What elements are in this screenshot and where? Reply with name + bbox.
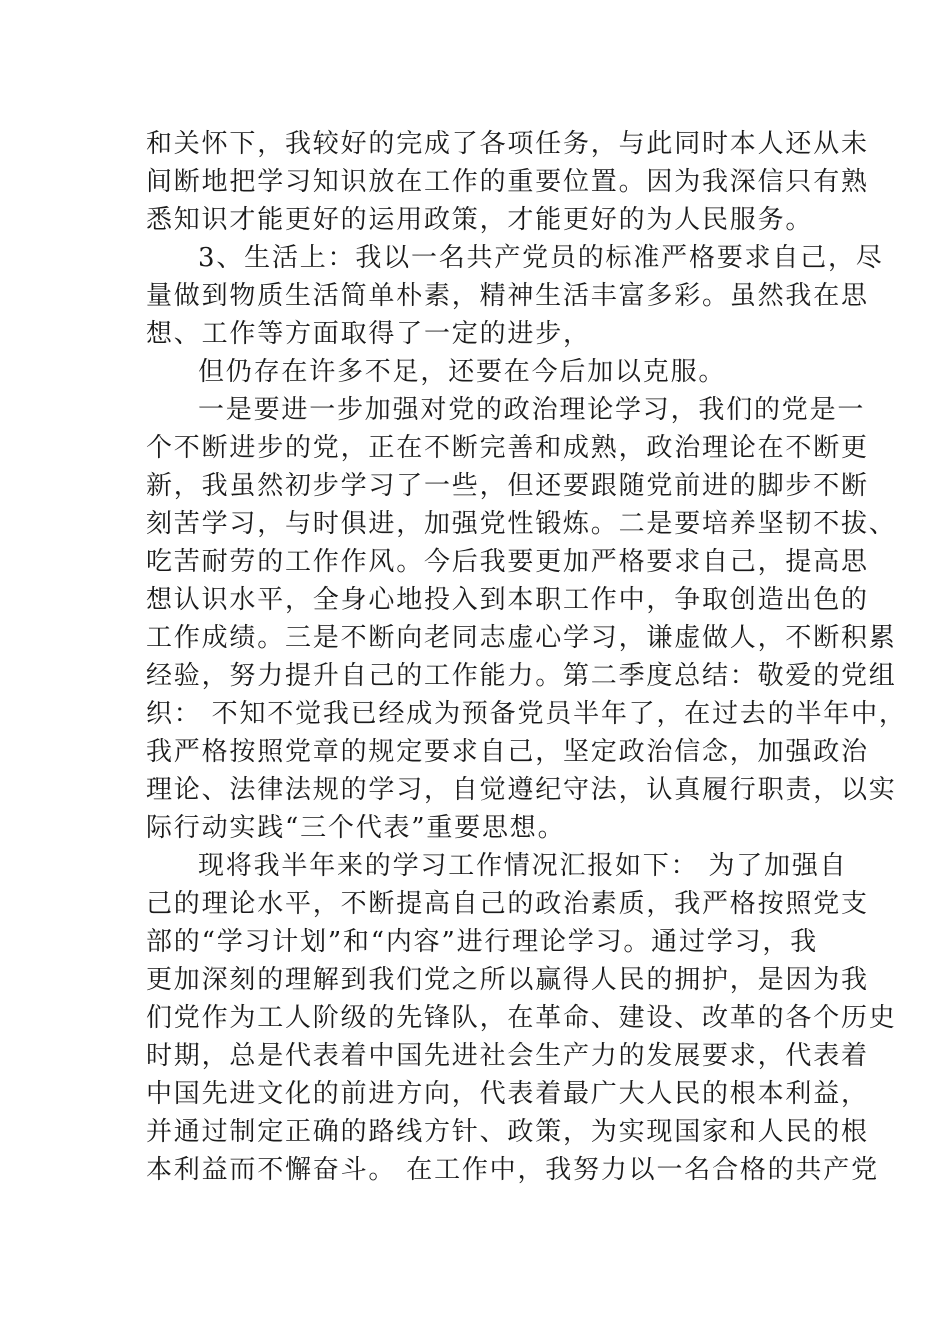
text-line: 量做到物质生活简单朴素，精神生活丰富多彩。虽然我在思 [146, 281, 869, 311]
text-line: 理论、法律法规的学习，自觉遵纪守法，认真履行职责，以实 [146, 775, 897, 805]
text-line: 工作成绩。三是不断向老同志虚心学习，谦虚做人，不断积累 [146, 623, 897, 653]
paragraph-first-line: 现将我半年来的学习工作情况汇报如下： 为了加强自 [198, 851, 848, 881]
text-line: 刻苦学习，与时俱进，加强党性锻炼。二是要培养坚韧不拔、 [146, 509, 897, 539]
text-line: 间断地把学习知识放在工作的重要位置。因为我深信只有熟 [146, 167, 869, 197]
paragraph-first-line: 3、生活上：我以一名共产党员的标准严格要求自己，尽 [198, 243, 884, 273]
text-line: 新，我虽然初步学习了一些，但还要跟随党前进的脚步不断 [146, 471, 869, 501]
text-line: 吃苦耐劳的工作作风。今后我要更加严格要求自己，提高思 [146, 547, 869, 577]
paragraph-first-line: 一是要进一步加强对党的政治理论学习，我们的党是一 [198, 395, 866, 425]
text-line: 们党作为工人阶级的先锋队，在革命、建设、改革的各个历史 [146, 1003, 897, 1033]
text-line: 经验，努力提升自己的工作能力。第二季度总结：敬爱的党组 [146, 661, 897, 691]
text-line: 悉知识才能更好的运用政策，才能更好的为人民服务。 [146, 205, 814, 235]
text-line: 时期，总是代表着中国先进社会生产力的发展要求，代表着 [146, 1041, 869, 1071]
text-line: 个不断进步的党，正在不断完善和成熟，政治理论在不断更 [146, 433, 869, 463]
text-line: 织： 不知不觉我已经成为预备党员半年了，在过去的半年中， [146, 699, 907, 729]
text-line: 部的“学习计划”和“内容”进行理论学习。通过学习，我 [146, 927, 818, 957]
text-line: 并通过制定正确的路线方针、政策，为实现国家和人民的根 [146, 1117, 869, 1147]
paragraph-first-line: 但仍存在许多不足，还要在今后加以克服。 [198, 357, 727, 387]
text-line: 际行动实践“三个代表”重要思想。 [146, 813, 566, 843]
text-line: 本利益而不懈奋斗。 在工作中，我努力以一名合格的共产党 [146, 1155, 879, 1185]
text-line: 想、工作等方面取得了一定的进步， [146, 319, 591, 349]
text-line: 己的理论水平，不断提高自己的政治素质，我严格按照党支 [146, 889, 869, 919]
text-line: 想认识水平，全身心地投入到本职工作中，争取创造出色的 [146, 585, 869, 615]
text-line: 和关怀下，我较好的完成了各项任务，与此同时本人还从未 [146, 129, 869, 159]
text-line: 更加深刻的理解到我们党之所以赢得人民的拥护，是因为我 [146, 965, 869, 995]
text-line: 中国先进文化的前进方向，代表着最广大人民的根本利益， [146, 1079, 869, 1109]
text-line: 我严格按照党章的规定要求自己，坚定政治信念，加强政治 [146, 737, 869, 767]
